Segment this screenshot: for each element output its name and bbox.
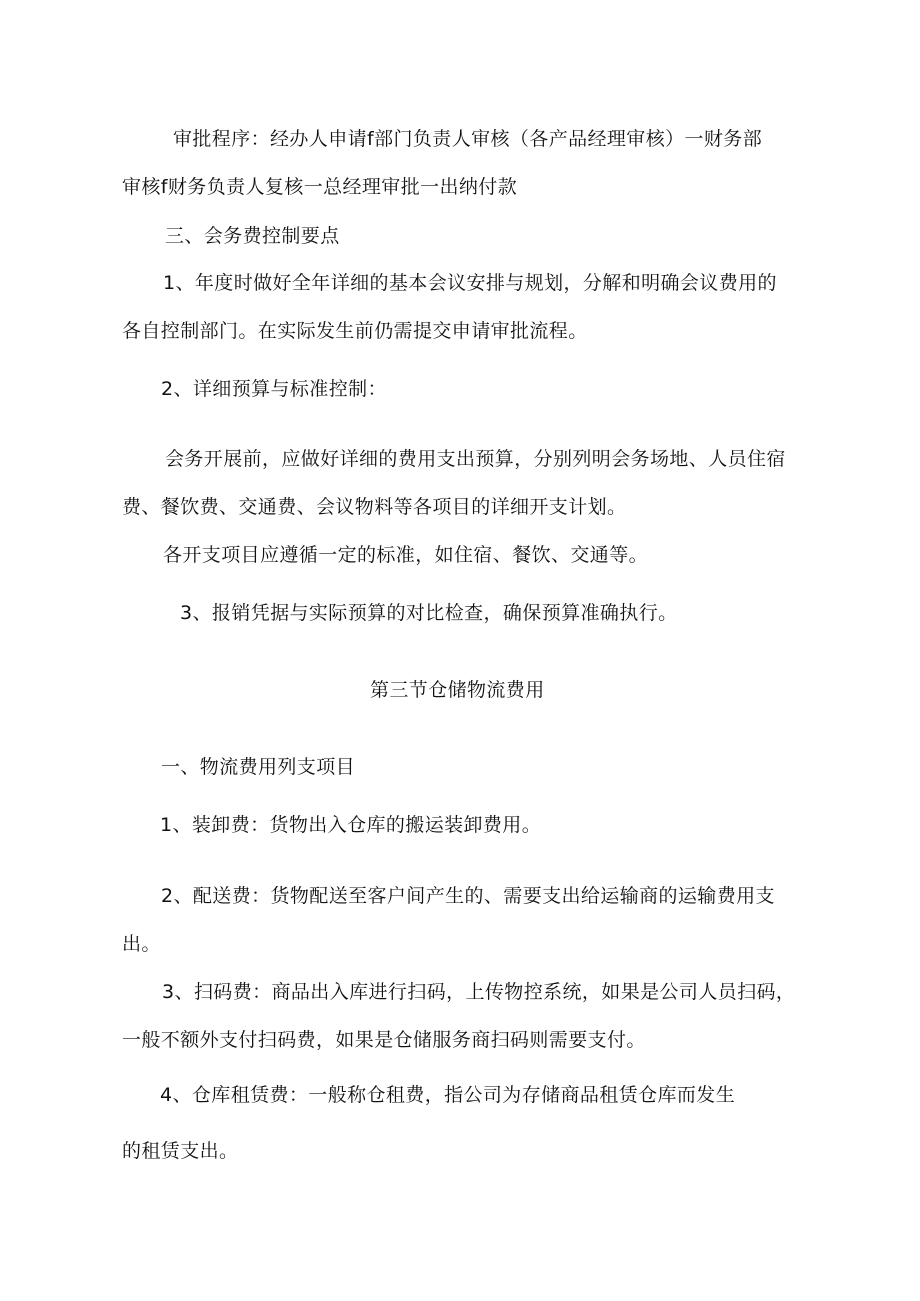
logistics-item-4-line-1: 4、仓库租赁费：一般称仓租费，指公司为存储商品租赁仓库而发生 [160, 1084, 736, 1106]
logistics-item-2-line-1: 2、配送费：货物配送至客户间产生的、需要支出给运输商的运输费用支 [161, 885, 775, 907]
section-heading-meeting-cost-control: 三、会务费控制要点 [165, 225, 340, 247]
budget-paragraph-line-2: 费、餐饮费、交通费、会议物料等各项目的详细开支计划。 [122, 496, 627, 518]
approval-procedure-line-1: 审批程序：经办人申请f部门负责人审核（各产品经理审核）一财务部 [173, 128, 763, 150]
logistics-item-1: 1、装卸费：货物出入仓库的搬运装卸费用。 [160, 814, 542, 836]
budget-paragraph-line-1: 会务开展前，应做好详细的费用支出预算，分别列明会务场地、人员住宿 [165, 448, 786, 470]
item-1-line-2: 各自控制部门。在实际发生前仍需提交申请审批流程。 [122, 320, 588, 342]
item-3: 3、报销凭据与实际预算的对比检查，确保预算准确执行。 [180, 602, 678, 624]
section-heading-logistics-items: 一、物流费用列支项目 [161, 756, 356, 778]
standards-paragraph: 各开支项目应遵循一定的标准，如住宿、餐饮、交通等。 [163, 544, 649, 566]
logistics-item-4-line-2: 的租赁支出。 [122, 1140, 239, 1162]
logistics-item-3-line-2: 一般不额外支付扫码费，如果是仓储服务商扫码则需要支付。 [122, 1029, 646, 1051]
logistics-item-2-line-2: 出。 [122, 933, 161, 955]
approval-procedure-line-2: 审核f财务负责人复核一总经理审批一出纳付款 [122, 176, 518, 198]
chapter-section-title: 第三节仓储物流费用 [370, 679, 545, 701]
logistics-item-3-line-1: 3、扫码费：商品出入库进行扫码，上传物控系统，如果是公司人员扫码， [162, 981, 796, 1003]
item-2-heading: 2、详细预算与标准控制： [161, 378, 387, 400]
item-1-line-1: 1、年度时做好全年详细的基本会议安排与规划，分解和明确会议费用的 [163, 272, 777, 294]
